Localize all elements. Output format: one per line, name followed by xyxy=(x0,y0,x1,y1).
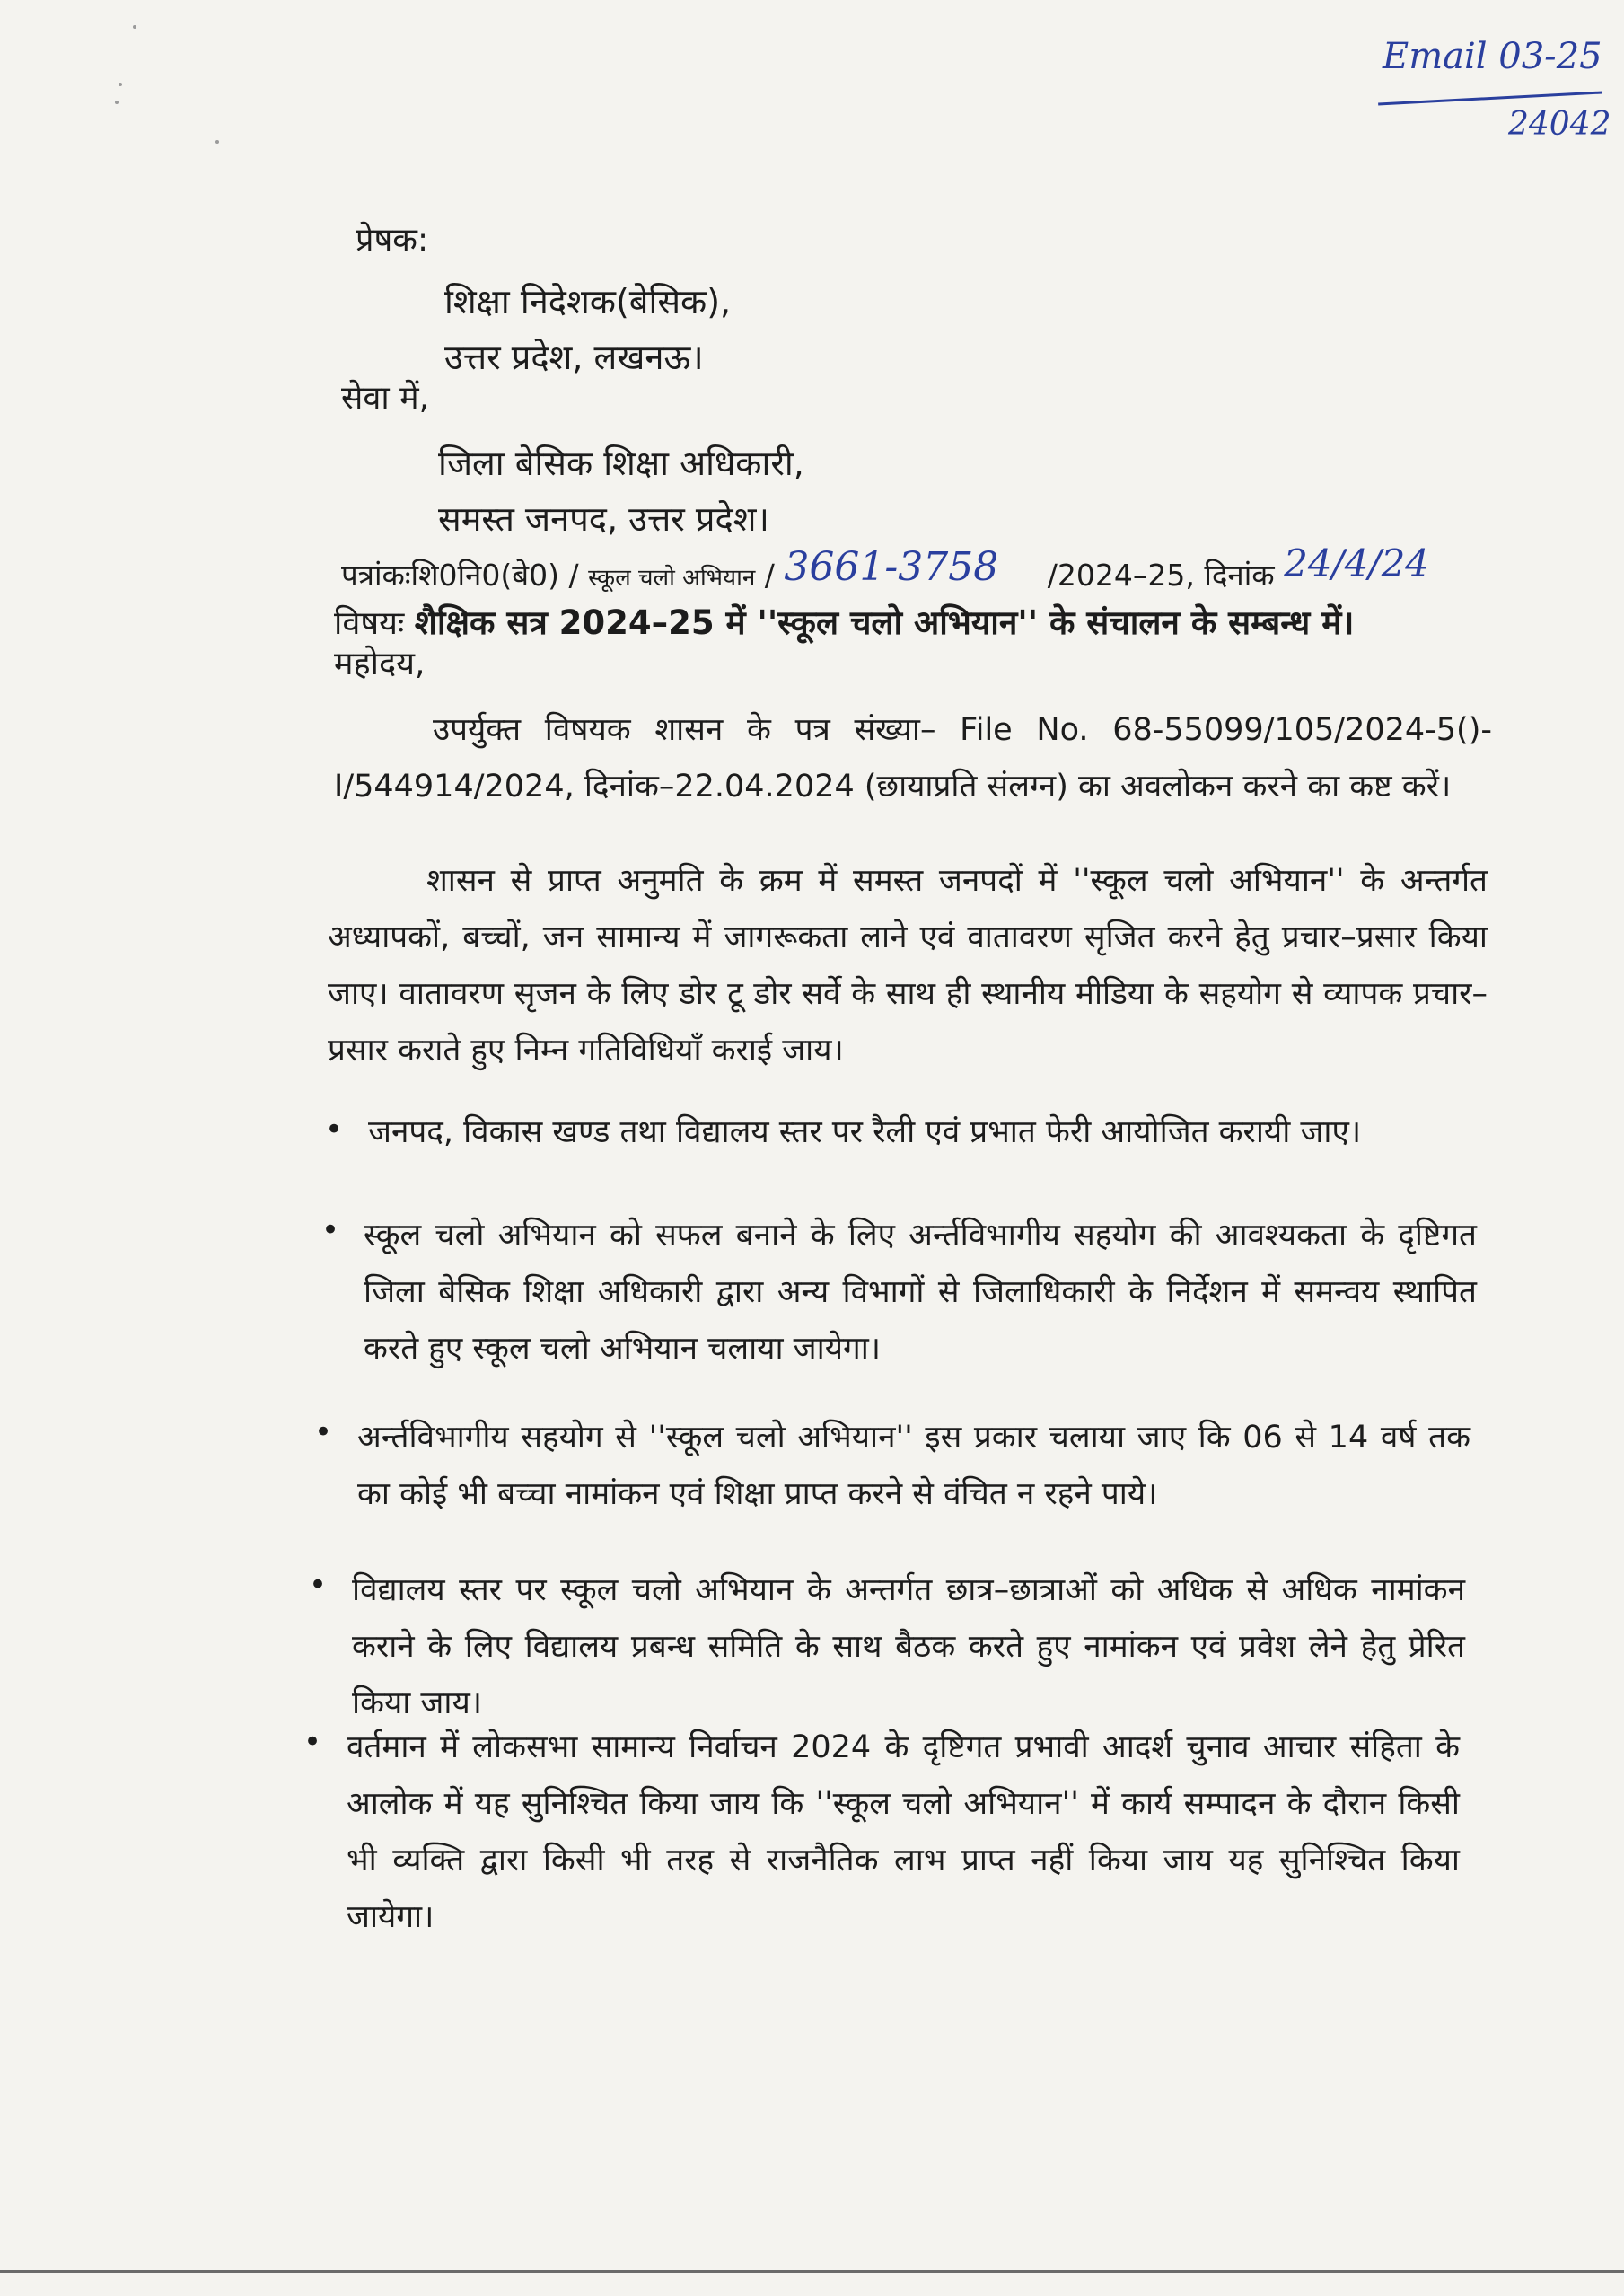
sender-line-2: उत्तर प्रदेश, लखनऊ। xyxy=(444,338,704,377)
bullet-item-5: वर्तमान में लोकसभा सामान्य निर्वाचन 2024 के दृष्टिगत प्रभावी आदर्श चुनाव आचार संहिता के आलोक में यह सुनिश्चित किया जाय कि ''स्कूल चलो अभियान'' में कार्य सम्पादन के दौरान किसी भी व्यक्ति द्वारा किसी भी तरह से राजनैतिक लाभ प्राप्त नहीं किया जाय यह सुनिश्चित किया जायेगा। xyxy=(347,1729,1460,1935)
scan-speck xyxy=(119,83,122,86)
sender-label: प्रेषक: xyxy=(356,222,429,259)
subject-text: शैक्षिक सत्र 2024–25 में ''स्कूल चलो अभियान'' के संचालन के सम्बन्ध में। xyxy=(414,603,1355,642)
sender-line-1: शिक्षा निदेशक(बेसिक), xyxy=(444,282,732,321)
reference-slash: / xyxy=(568,558,589,593)
scan-bottom-edge xyxy=(0,2270,1624,2273)
subject-line xyxy=(334,603,1354,643)
scan-speck xyxy=(115,101,119,104)
scan-speck xyxy=(133,25,136,29)
handwritten-stamp-number: 24042 xyxy=(1508,106,1611,143)
subject-label: विषयः xyxy=(334,605,405,642)
bullet-dot: • xyxy=(325,1112,344,1148)
reference-line xyxy=(341,541,1430,597)
bullet-item-1: जनपद, विकास खण्ड तथा विद्यालय स्तर पर रैली एवं प्रभात फेरी आयोजित करायी जाए। xyxy=(368,1114,1362,1150)
body-paragraph-1: उपर्युक्त विषयक शासन के पत्र संख्या– File No. 68-55099/105/2024-5()-I/544914/2024, दिनांक–22.04.2024 (छायाप्रति संलग्न) का अवलोकन करने का कष्ट करें। xyxy=(334,712,1492,805)
reference-year: /2024–25, दिनांक xyxy=(1047,558,1275,593)
bullet-item-2: स्कूल चलो अभियान को सफल बनाने के लिए अर्न्तविभागीय सहयोग की आवश्यकता के दृष्टिगत जिला बेसिक शिक्षा अधिकारी द्वारा अन्य विभागों से जिलाधिकारी के निर्देशन में समन्वय स्थापित करते हुए स्कूल चलो अभियान चलाया जायेगा। xyxy=(364,1218,1477,1367)
reference-slash: / xyxy=(764,558,775,593)
salutation: महोदय, xyxy=(334,646,426,682)
stamp-underline xyxy=(1378,91,1602,105)
handwritten-date: 24/4/24 xyxy=(1284,541,1430,585)
recipient-label: सेवा में, xyxy=(341,380,430,417)
scan-speck xyxy=(215,140,219,144)
recipient-line-1: जिला बेसिक शिक्षा अधिकारी, xyxy=(438,444,804,483)
bullet-dot: • xyxy=(321,1212,340,1248)
bullet-dot: • xyxy=(303,1724,322,1760)
recipient-line-2: समस्त जनपद, उत्तर प्रदेश। xyxy=(438,499,769,539)
handwritten-reference-number: 3661-3758 xyxy=(784,544,999,590)
bullet-dot: • xyxy=(314,1414,333,1450)
reference-scheme: स्कूल चलो अभियान xyxy=(588,565,756,592)
body-paragraph-2: शासन से प्राप्त अनुमति के क्रम में समस्त जनपदों में ''स्कूल चलो अभियान'' के अन्तर्गत अध्यापकों, बच्चों, जन सामान्य में जागरूकता लाने एवं वातावरण सृजित करने हेतु प्रचार–प्रसार किया जाए। वातावरण सृजन के लिए डोर टू डोर सर्वे के साथ ही स्थानीय मीडिया के सहयोग से व्यापक प्रचार–प्रसार कराते हुए निम्न गतिविधियाँ कराई जाय। xyxy=(328,863,1488,1069)
bullet-dot: • xyxy=(309,1567,328,1603)
bullet-item-3: अर्न्तविभागीय सहयोग से ''स्कूल चलो अभियान'' इस प्रकार चलाया जाए कि 06 से 14 वर्ष तक का कोई भी बच्चा नामांकन एवं शिक्षा प्राप्त करने से वंचित न रहने पाये। xyxy=(357,1420,1470,1512)
handwritten-email-note: Email 03-25 xyxy=(1383,36,1602,77)
bullet-item-4: विद्यालय स्तर पर स्कूल चलो अभियान के अन्तर्गत छात्र–छात्राओं को अधिक से अधिक नामांकन कराने के लिए विद्यालय प्रबन्ध समिति के साथ बैठक करते हुए नामांकन एवं प्रवेश लेने हेतु प्रेरित किया जाय। xyxy=(352,1572,1465,1721)
reference-prefix: पत्रांकःशि0नि0(बे0) xyxy=(341,558,559,593)
